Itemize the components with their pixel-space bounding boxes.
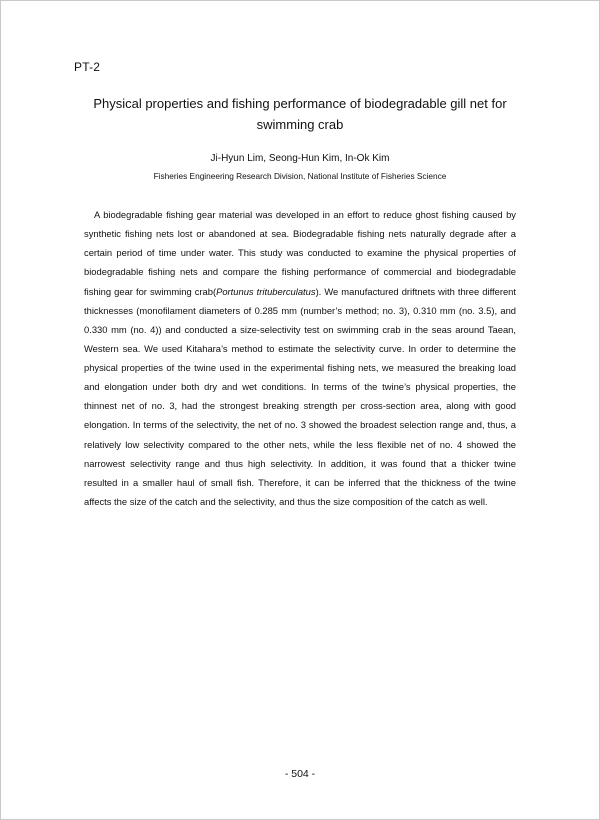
species-name: Portunus trituberculatus — [216, 285, 316, 297]
abstract-text-part-1: A biodegradable fishing gear material was developed in an effort to reduce ghost fishing caused by synthetic fishing nets lost or abandoned at sea. Biodegradable fishing nets naturally degrade after a certain period of time under water. This study was conducted to examine the physical properties of biodegradable fishing nets and compare the fishing performance of commercial and biodegradable fishing gear for swimming crab( — [84, 209, 516, 297]
paper-title — [80, 93, 520, 135]
affiliation: Fisheries Engineering Research Division, National Institute of Fisheries Science — [153, 171, 447, 181]
paper-title-line-1: Physical properties and fishing performance of biodegradable gill net for — [93, 96, 507, 111]
session-code: PT-2 — [74, 60, 101, 74]
abstract-text-part-2: ). We manufactured driftnets with three different thicknesses (monofilament diameters of 0.285 mm (number’s method; no. 3), 0.310 mm (no. 3.5), and 0.330 mm (no. 4)) and conducted a size-selectivity test on swimming crab in the seas around Taean, Western sea. We used Kitahara’s method to estimate the selectivity curve. In order to determine the physical properties of the twine used in the experimental fishing nets, we measured the breaking load and elongation under both dry and wet conditions. In terms of the twine’s physical properties, the thinnest net of no. 3, had the strongest breaking strength per cross-section area, along with good elongation. In terms of the selectivity, the net of no. 3 showed the broadest selection range and, thus, a relatively low selectivity compared to the other nets, while the less flexible net of no. 4 showed the narrowest selectivity range and thus high selectivity. In addition, it was found that a thicker twine resulted in a smaller haul of small fish. Therefore, it can be inferred that the thickness of the twine affects the size of the catch and the selectivity, and thus the size composition of the catch as well. — [84, 285, 516, 507]
abstract-body — [84, 205, 516, 511]
author-list: Ji-Hyun Lim, Seong-Hun Kim, In-Ok Kim — [210, 153, 390, 164]
paper-title-line-2: swimming crab — [256, 117, 344, 132]
page-number: - 504 - — [284, 768, 316, 780]
